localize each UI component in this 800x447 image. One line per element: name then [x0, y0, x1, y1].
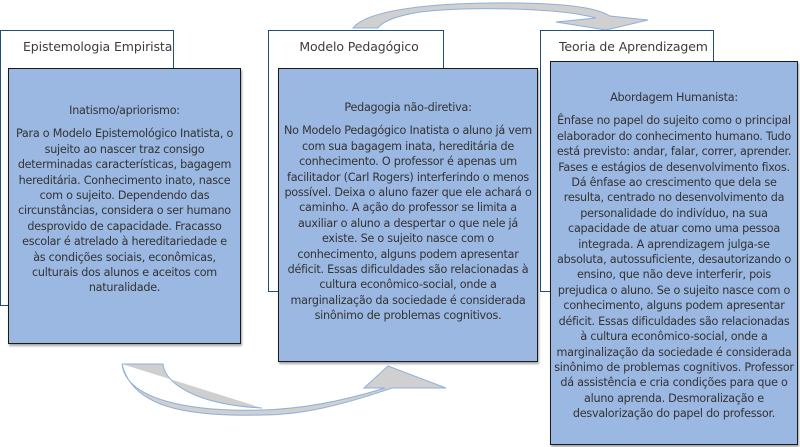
column-title: Epistemologia Empirista: [23, 39, 173, 54]
curved-arrow-bottom: [122, 364, 446, 415]
content-heading: Abordagem Humanista:: [610, 91, 738, 104]
column-title: Teoria de Aprendizagem: [559, 39, 708, 54]
content-box-abordagem-humanista: [550, 61, 798, 445]
content-body: Ênfase no papel do sujeito como o principal elaborador do conhecimento humano. Tudo está previsto: andar, falar, correr, aprender. Fases e estágios de desenvolvimento fixos. Dá ênfase ao crescimento que dela se resulta, centrado no desenvolvimento da personalidade do indivíduo, na sua capacidade de atuar como uma pessoa integrada. A aprendizagem julga-se absoluta, autossuficiente, desautorizando o ensino, que não deve interferir, pois prejudica o aluno. Se o sujeito nasce com o conhecimento, alguns podem apresentar déficit. Essas dificuldades são relacionadas à cultura econômico-social, onde a marginalização da sociedade é considerada sinônimo de problemas cognitivos. Professor dá assistência e cria condições para que o aluno aprenda. Desmoralização e desvalorização do papel do professor.: [554, 114, 794, 421]
content-heading: Pedagogia não-diretiva:: [344, 101, 472, 114]
column-title: Modelo Pedagógico: [299, 39, 419, 54]
curved-arrow-top: [353, 3, 648, 30]
content-box-pedagogia-nao-diretiva: [278, 68, 538, 362]
content-body: Para o Modelo Epistemológico Inatista, o sujeito ao nascer traz consigo determinadas características, bagagem hereditária. Conhecimento inato, nasce com o sujeito. Dependendo das circunstâncias, considera o ser humano desprovido de capacidade. Fracasso escolar é atrelado à hereditariedade e às condições sociais, econômicas, culturais dos alunos e aceitos com naturalidade.: [15, 127, 234, 295]
content-body: No Modelo Pedagógico Inatista o aluno já vem com sua bagagem inata, hereditária de conhecimento. O professor é apenas um facilitador (Carl Rogers) interferindo o menos possível. Deixa o aluno fazer que ele achará o caminho. A ação do professor se limita a auxiliar o aluno a despertar o que nele já existe. Se o sujeito nasce com o conhecimento, alguns podem apresentar déficit. Essas dificuldades são relacionadas à cultura econômico-social, onde a marginalização da sociedade é considerada sinônimo de problemas cognitivos.: [284, 124, 532, 323]
content-heading: Inatismo/apriorismo:: [69, 104, 180, 117]
content-box-inatismo: [8, 68, 241, 344]
